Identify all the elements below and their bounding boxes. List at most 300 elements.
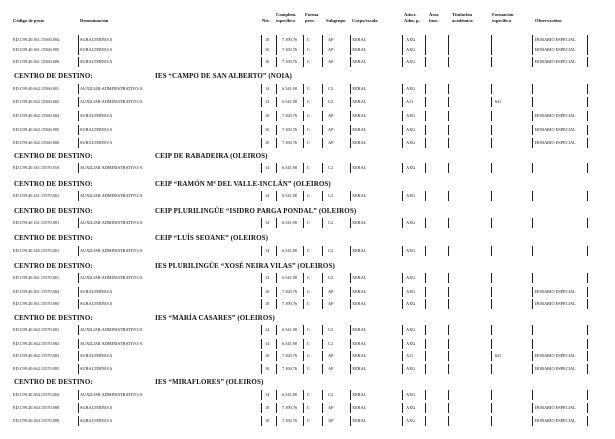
column-separator: [303, 45, 304, 55]
column-separator: [303, 125, 304, 135]
header-subgrupo: Subgrupo: [326, 18, 346, 23]
column-separator: [322, 218, 323, 228]
column-separator: [350, 45, 351, 55]
column-separator: [448, 416, 449, 426]
cell-forma: C: [307, 275, 310, 280]
cell-observacions: HORARIO ESPECIAL: [535, 127, 576, 132]
column-separator: [303, 299, 304, 309]
column-separator: [532, 57, 533, 67]
column-separator: [276, 191, 277, 201]
column-separator: [402, 287, 403, 297]
cell-observacions: HORARIO ESPECIAL: [535, 113, 576, 118]
cell-nivel: 10: [265, 289, 270, 294]
column-separator: [276, 287, 277, 297]
cell-forma: C: [307, 113, 310, 118]
cell-nivel: 10: [265, 418, 270, 423]
column-separator: [350, 273, 351, 283]
header-area-line2: func.: [429, 18, 439, 23]
column-separator: [261, 84, 262, 94]
column-separator: [402, 163, 403, 173]
cell-adscricion: AXG: [406, 59, 416, 64]
header-complemento-line2: específico: [276, 18, 295, 23]
column-separator: [78, 97, 79, 107]
cell-adscricion: AXG: [406, 405, 416, 410]
column-separator: [303, 191, 304, 201]
cell-corpo: XERAL: [352, 341, 367, 346]
column-separator: [276, 390, 277, 400]
column-separator: [303, 339, 304, 349]
cell-forma: C: [307, 47, 310, 52]
table-row: [0, 339, 615, 349]
column-separator: [532, 273, 533, 283]
header-codigo: Código de posto: [13, 18, 45, 23]
cell-subgrupo: AP: [328, 113, 334, 118]
column-separator: [402, 273, 403, 283]
cell-complemento: 6.541,90: [282, 86, 298, 91]
column-separator: [78, 246, 79, 256]
cell-codigo: ED.C99.40.363.15570.008: [13, 405, 60, 410]
column-separator: [448, 390, 449, 400]
column-separator: [276, 97, 277, 107]
column-separator: [402, 246, 403, 256]
column-separator: [425, 403, 426, 413]
column-separator: [350, 191, 351, 201]
cell-nivel: 14: [265, 275, 270, 280]
column-separator: [448, 84, 449, 94]
column-separator: [491, 35, 492, 45]
column-separator: [425, 57, 426, 67]
column-separator: [303, 35, 304, 45]
column-separator: [350, 35, 351, 45]
cell-nivel: 10: [265, 59, 270, 64]
cell-denominacion: SUBALTERNO/A: [80, 353, 113, 358]
column-separator: [276, 125, 277, 135]
column-separator: [402, 111, 403, 121]
cell-codigo: ED.C99.40.362.15560.001: [13, 86, 60, 91]
column-separator: [261, 339, 262, 349]
table-row: [0, 45, 615, 55]
column-separator: [491, 403, 492, 413]
column-separator: [350, 416, 351, 426]
column-separator: [276, 325, 277, 335]
cell-denominacion: AUXILIAR ADMINISTRATIVO/A: [80, 248, 143, 253]
cell-forma: C: [307, 193, 310, 198]
centre-heading: [14, 180, 331, 188]
cell-complemento: 6.541,90: [282, 248, 298, 253]
cell-subgrupo: C2: [328, 86, 334, 91]
column-separator: [491, 138, 492, 148]
column-separator: [587, 299, 588, 309]
column-separator: [532, 35, 533, 45]
column-separator: [303, 138, 304, 148]
centre-name: CEIP “LUÍS SEOANE” (OLEIROS): [155, 234, 269, 242]
column-separator: [491, 84, 492, 94]
cell-nivel: 14: [265, 248, 270, 253]
header-adscricion-line1: Adscr.: [404, 12, 417, 17]
cell-codigo: ED.C99.40.363.15570.002: [13, 392, 60, 397]
column-separator: [491, 351, 492, 361]
table-row: [0, 390, 615, 400]
cell-complemento: 7.100,76: [282, 140, 298, 145]
column-separator: [322, 299, 323, 309]
cell-complemento: 7.100,76: [282, 301, 298, 306]
column-separator: [532, 325, 533, 335]
column-separator: [532, 45, 533, 55]
column-separator: [448, 351, 449, 361]
cell-observacions: HORARIO ESPECIAL: [535, 47, 576, 52]
cell-formacion: 641: [495, 99, 502, 104]
cell-nivel: 10: [265, 127, 270, 132]
table-row: [0, 325, 615, 335]
column-separator: [261, 287, 262, 297]
cell-subgrupo: AP: [328, 353, 334, 358]
cell-nivel: 14: [265, 193, 270, 198]
header-titulacion-line2: académica: [452, 18, 473, 23]
table-row: [0, 138, 615, 148]
header-titulacion-line1: Titulación: [452, 12, 473, 17]
cell-subgrupo: C2: [328, 275, 334, 280]
cell-adscricion: AXG: [406, 220, 416, 225]
column-separator: [402, 390, 403, 400]
column-separator: [587, 218, 588, 228]
column-separator: [402, 97, 403, 107]
column-separator: [491, 218, 492, 228]
column-separator: [276, 45, 277, 55]
cell-nivel: 10: [265, 113, 270, 118]
column-separator: [276, 163, 277, 173]
column-separator: [532, 84, 533, 94]
column-separator: [303, 246, 304, 256]
column-separator: [532, 287, 533, 297]
column-separator: [587, 246, 588, 256]
cell-subgrupo: AP: [328, 405, 334, 410]
cell-denominacion: AUXILIAR ADMINISTRATIVO/A: [80, 99, 143, 104]
column-separator: [322, 390, 323, 400]
column-separator: [425, 191, 426, 201]
column-separator: [261, 351, 262, 361]
column-separator: [322, 138, 323, 148]
column-separator: [532, 218, 533, 228]
column-separator: [322, 125, 323, 135]
cell-denominacion: AUXILIAR ADMINISTRATIVO/A: [80, 220, 143, 225]
cell-nivel: 14: [265, 165, 270, 170]
centre-heading: [14, 234, 268, 242]
table-row: [0, 97, 615, 107]
cell-corpo: XERAL: [352, 59, 367, 64]
cell-denominacion: SUBALTERNO/A: [80, 47, 113, 52]
column-separator: [448, 191, 449, 201]
column-separator: [261, 218, 262, 228]
cell-complemento: 6.541,90: [282, 327, 298, 332]
cell-nivel: 10: [265, 47, 270, 52]
column-separator: [532, 246, 533, 256]
column-separator: [78, 390, 79, 400]
table-row: [0, 35, 615, 45]
column-separator: [78, 111, 79, 121]
cell-nivel: 10: [265, 301, 270, 306]
centre-name: CEIP “RAMÓN Mª DEL VALLE-INCLÁN” (OLEIROS): [155, 180, 331, 188]
cell-denominacion: SUBALTERNO/A: [80, 37, 113, 42]
cell-nivel: 10: [265, 405, 270, 410]
column-separator: [491, 97, 492, 107]
centre-heading: [14, 72, 292, 80]
column-separator: [322, 403, 323, 413]
cell-denominacion: SUBALTERNO/A: [80, 366, 113, 371]
column-separator: [587, 339, 588, 349]
centre-label: CENTRO DE DESTINO:: [14, 262, 93, 270]
cell-codigo: ED.C99.40.361.15570.005: [13, 301, 60, 306]
column-separator: [303, 416, 304, 426]
table-row: [0, 111, 615, 121]
column-separator: [303, 403, 304, 413]
table-row: [0, 218, 615, 228]
column-separator: [532, 416, 533, 426]
column-separator: [303, 84, 304, 94]
header-corpo: Corpo/escala: [352, 18, 378, 23]
cell-observacions: HORARIO ESPECIAL: [535, 405, 576, 410]
column-separator: [261, 416, 262, 426]
cell-subgrupo: C2: [328, 193, 334, 198]
table-row: [0, 364, 615, 374]
cell-observacions: HORARIO ESPECIAL: [535, 366, 576, 371]
column-separator: [261, 299, 262, 309]
column-separator: [303, 97, 304, 107]
cell-complemento: 6.541,90: [282, 99, 298, 104]
cell-adscricion: AXG: [406, 37, 416, 42]
column-separator: [491, 299, 492, 309]
cell-corpo: XERAL: [352, 99, 367, 104]
cell-denominacion: AUXILIAR ADMINISTRATIVO/A: [80, 392, 143, 397]
column-separator: [276, 416, 277, 426]
column-separator: [425, 35, 426, 45]
cell-forma: C: [307, 37, 310, 42]
cell-corpo: XERAL: [352, 418, 367, 423]
cell-corpo: XERAL: [352, 113, 367, 118]
table-header: [0, 8, 615, 32]
cell-denominacion: SUBALTERNO/A: [80, 289, 113, 294]
cell-corpo: XERAL: [352, 275, 367, 280]
header-forma-line2: prov.: [305, 18, 315, 23]
column-separator: [402, 325, 403, 335]
column-separator: [448, 364, 449, 374]
centre-name: IES PLURILINGÜE “XOSÉ NEIRA VILAS” (OLEIROS): [155, 262, 335, 270]
column-separator: [350, 163, 351, 173]
column-separator: [587, 138, 588, 148]
column-separator: [322, 191, 323, 201]
cell-denominacion: AUXILIAR ADMINISTRATIVO/A: [80, 86, 143, 91]
column-separator: [78, 339, 79, 349]
column-separator: [587, 84, 588, 94]
table-row: [0, 57, 615, 67]
column-separator: [532, 390, 533, 400]
column-separator: [425, 364, 426, 374]
cell-denominacion: SUBALTERNO/A: [80, 140, 113, 145]
cell-complemento: 6.541,90: [282, 275, 298, 280]
cell-forma: C: [307, 289, 310, 294]
cell-complemento: 7.100,76: [282, 47, 298, 52]
cell-adscricion: A11: [406, 353, 414, 358]
cell-nivel: 14: [265, 86, 270, 91]
centre-name: IES “MIRAFLORES” (OLEIROS): [155, 378, 264, 386]
column-separator: [491, 416, 492, 426]
column-separator: [532, 97, 533, 107]
column-separator: [402, 125, 403, 135]
cell-corpo: XERAL: [352, 127, 367, 132]
cell-subgrupo: AP: [328, 127, 334, 132]
cell-subgrupo: AP: [328, 59, 334, 64]
column-separator: [587, 97, 588, 107]
cell-forma: C: [307, 405, 310, 410]
column-separator: [491, 339, 492, 349]
column-separator: [350, 125, 351, 135]
cell-observacions: HORARIO ESPECIAL: [535, 140, 576, 145]
cell-adscricion: AXG: [406, 86, 416, 91]
column-separator: [78, 45, 79, 55]
column-separator: [402, 45, 403, 55]
cell-subgrupo: C2: [328, 99, 334, 104]
column-separator: [303, 325, 304, 335]
column-separator: [425, 125, 426, 135]
column-separator: [448, 111, 449, 121]
centre-heading: [14, 378, 263, 386]
column-separator: [350, 218, 351, 228]
column-separator: [322, 351, 323, 361]
column-separator: [532, 163, 533, 173]
header-denominacion: Denominación: [80, 18, 109, 23]
column-separator: [587, 111, 588, 121]
cell-codigo: ED.C99.40.361.15560.006: [13, 59, 60, 64]
table-row: [0, 125, 615, 135]
column-separator: [261, 163, 262, 173]
column-separator: [587, 35, 588, 45]
column-separator: [261, 45, 262, 55]
cell-subgrupo: AP: [328, 37, 334, 42]
cell-observacions: HORARIO ESPECIAL: [535, 289, 576, 294]
cell-subgrupo: AP: [328, 140, 334, 145]
column-separator: [322, 325, 323, 335]
column-separator: [350, 390, 351, 400]
column-separator: [425, 218, 426, 228]
column-separator: [425, 111, 426, 121]
column-separator: [261, 35, 262, 45]
column-separator: [78, 163, 79, 173]
cell-adscricion: AXG: [406, 366, 416, 371]
cell-nivel: 10: [265, 140, 270, 145]
cell-corpo: XERAL: [352, 86, 367, 91]
column-separator: [261, 57, 262, 67]
cell-forma: C: [307, 140, 310, 145]
column-separator: [276, 111, 277, 121]
column-separator: [303, 111, 304, 121]
cell-forma: C: [307, 353, 310, 358]
column-separator: [425, 351, 426, 361]
cell-corpo: XERAL: [352, 193, 367, 198]
table-row: [0, 287, 615, 297]
column-separator: [448, 299, 449, 309]
column-separator: [276, 246, 277, 256]
column-separator: [276, 84, 277, 94]
cell-nivel: 10: [265, 366, 270, 371]
column-separator: [425, 97, 426, 107]
cell-denominacion: AUXILIAR ADMINISTRATIVO/A: [80, 275, 143, 280]
cell-corpo: XERAL: [352, 301, 367, 306]
cell-complemento: 7.100,76: [282, 366, 298, 371]
column-separator: [322, 364, 323, 374]
column-separator: [261, 138, 262, 148]
cell-formacion: 641: [495, 353, 502, 358]
cell-subgrupo: C2: [328, 392, 334, 397]
column-separator: [276, 35, 277, 45]
column-separator: [448, 403, 449, 413]
column-separator: [402, 364, 403, 374]
column-separator: [322, 163, 323, 173]
cell-codigo: ED.C99.40.161.15570.001: [13, 193, 60, 198]
cell-forma: C: [307, 59, 310, 64]
cell-adscricion: AXG: [406, 289, 416, 294]
cell-codigo: ED.C99.40.361.15560.004: [13, 37, 60, 42]
table-row: [0, 403, 615, 413]
cell-complemento: 6.541,90: [282, 193, 298, 198]
cell-complemento: 7.100,76: [282, 127, 298, 132]
column-separator: [448, 287, 449, 297]
centre-label: CENTRO DE DESTINO:: [14, 72, 93, 80]
column-separator: [78, 191, 79, 201]
table-row: [0, 191, 615, 201]
column-separator: [276, 351, 277, 361]
column-separator: [303, 273, 304, 283]
column-separator: [587, 364, 588, 374]
column-separator: [261, 364, 262, 374]
cell-corpo: XERAL: [352, 165, 367, 170]
cell-codigo: ED.C99.40.161.15570.010: [13, 165, 60, 170]
cell-subgrupo: C2: [328, 220, 334, 225]
column-separator: [303, 390, 304, 400]
column-separator: [350, 111, 351, 121]
table-row: [0, 273, 615, 283]
column-separator: [276, 57, 277, 67]
centre-name: CEIP DE RABADEIRA (OLEIROS): [155, 152, 268, 160]
column-separator: [78, 84, 79, 94]
header-complemento-line1: Complem.: [276, 12, 297, 17]
column-separator: [303, 364, 304, 374]
column-separator: [350, 287, 351, 297]
cell-nivel: 14: [265, 392, 270, 397]
column-separator: [78, 325, 79, 335]
column-separator: [350, 84, 351, 94]
cell-corpo: XERAL: [352, 248, 367, 253]
centre-label: CENTRO DE DESTINO:: [14, 234, 93, 242]
cell-denominacion: AUXILIAR ADMINISTRATIVO/A: [80, 327, 143, 332]
cell-codigo: ED.C99.40.362.15570.001: [13, 327, 60, 332]
table-row: [0, 299, 615, 309]
cell-codigo: ED.C99.40.362.15570.002: [13, 341, 60, 346]
column-separator: [322, 45, 323, 55]
column-separator: [322, 246, 323, 256]
column-separator: [261, 403, 262, 413]
cell-observacions: HORARIO ESPECIAL: [535, 37, 576, 42]
column-separator: [402, 138, 403, 148]
cell-subgrupo: AP: [328, 47, 334, 52]
column-separator: [276, 339, 277, 349]
column-separator: [276, 138, 277, 148]
column-separator: [276, 273, 277, 283]
cell-observacions: HORARIO ESPECIAL: [535, 59, 576, 64]
column-separator: [350, 246, 351, 256]
column-separator: [402, 57, 403, 67]
cell-nivel: 14: [265, 341, 270, 346]
cell-subgrupo: C2: [328, 248, 334, 253]
column-separator: [78, 273, 79, 283]
